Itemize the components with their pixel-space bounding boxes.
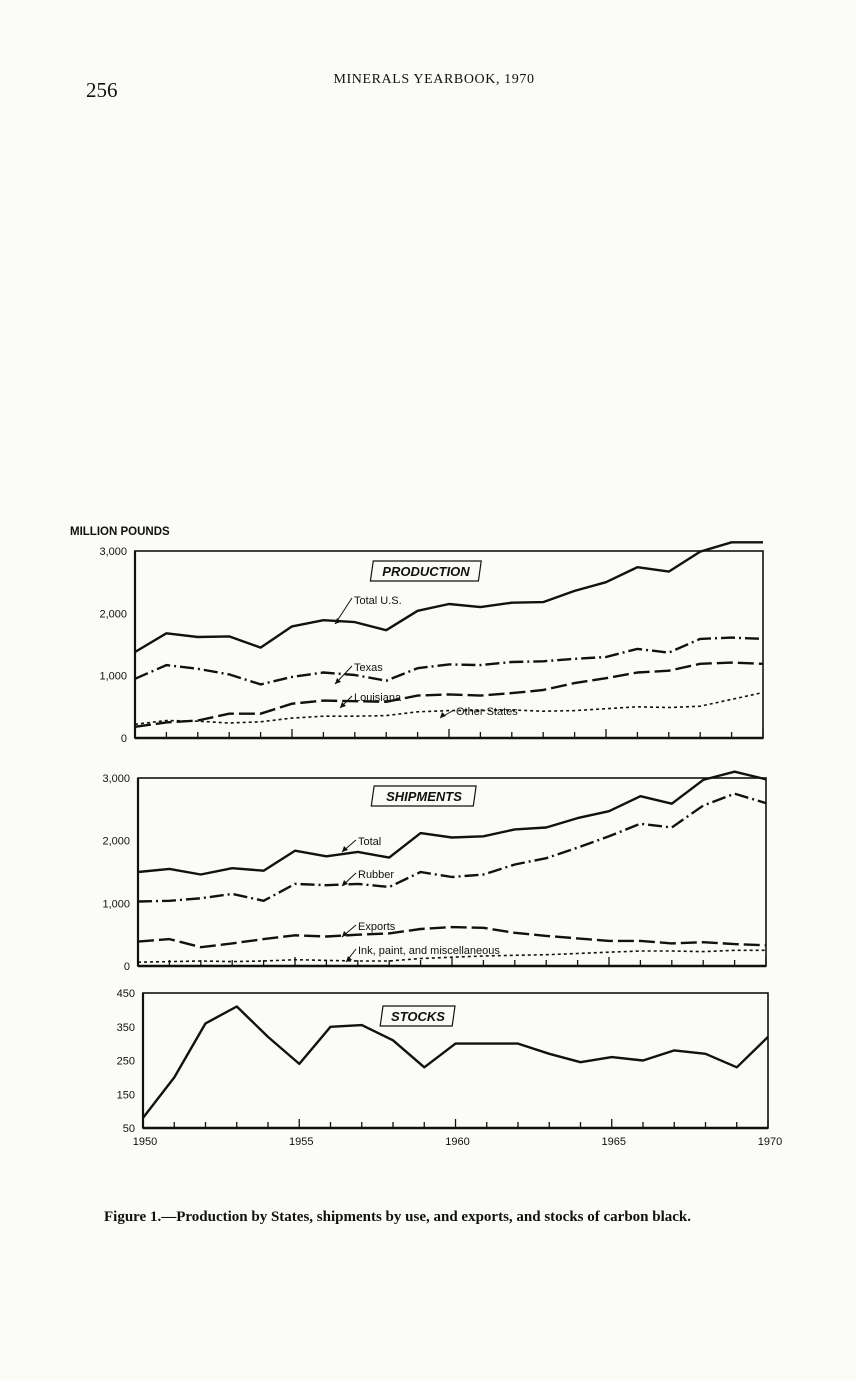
y-tick-label: 1,000 — [102, 898, 130, 911]
chart-panel-2 — [117, 988, 783, 1148]
series-label: Total — [358, 836, 382, 848]
y-tick-label: 1,000 — [99, 670, 127, 683]
series-label: Ink, paint, and miscellaneous — [358, 945, 500, 957]
x-tick-label: 1955 — [289, 1136, 314, 1148]
chart-panel-0 — [99, 542, 763, 745]
series-label: Exports — [358, 921, 396, 933]
series-line-total-u-s- — [135, 542, 763, 652]
y-tick-label: 0 — [120, 733, 127, 745]
y-tick-label: 3,000 — [99, 546, 127, 558]
page-number: 256 — [86, 78, 118, 102]
plot-frame — [143, 993, 768, 1128]
y-tick-label: 2,000 — [102, 835, 130, 848]
series-line-texas — [135, 638, 763, 685]
series-label: Total U.S. — [354, 595, 402, 607]
y-tick-label: 150 — [116, 1089, 135, 1102]
y-tick-label: 0 — [123, 961, 130, 973]
y-tick-label: 2,000 — [99, 608, 127, 621]
series-label-arrowhead — [342, 846, 348, 852]
panel-title: STOCKS — [391, 1009, 445, 1024]
y-tick-label: 450 — [116, 988, 135, 1000]
series-line-other-states — [135, 693, 763, 725]
y-tick-label: 250 — [116, 1055, 135, 1068]
figure-caption: Figure 1.—Production by States, shipments by use, and exports, and stocks of carbon black. — [104, 1209, 692, 1225]
running-head: MINERALS YEARBOOK, 1970 — [333, 72, 535, 87]
y-tick-label: 3,000 — [102, 773, 130, 785]
series-line-louisiana — [135, 663, 763, 727]
series-line-rubber — [138, 794, 766, 902]
x-tick-label: 1950 — [132, 1136, 158, 1148]
y-axis-unit-label: MILLION POUNDS — [70, 526, 170, 538]
series-line-total — [138, 772, 766, 875]
series-label: Other States — [456, 706, 518, 718]
panel-title: SHIPMENTS — [386, 789, 462, 804]
x-tick-label: 1965 — [601, 1136, 626, 1148]
series-label: Rubber — [358, 869, 395, 881]
chart-panel-1 — [102, 772, 766, 973]
series-line-stocks — [143, 1007, 768, 1118]
y-tick-label: 350 — [116, 1021, 135, 1034]
x-tick-label: 1970 — [757, 1136, 783, 1148]
x-tick-label: 1960 — [445, 1136, 470, 1148]
panel-title: PRODUCTION — [382, 564, 470, 579]
series-label: Texas — [354, 662, 383, 674]
series-label: Louisiana — [354, 692, 402, 704]
y-tick-label: 50 — [122, 1123, 135, 1135]
